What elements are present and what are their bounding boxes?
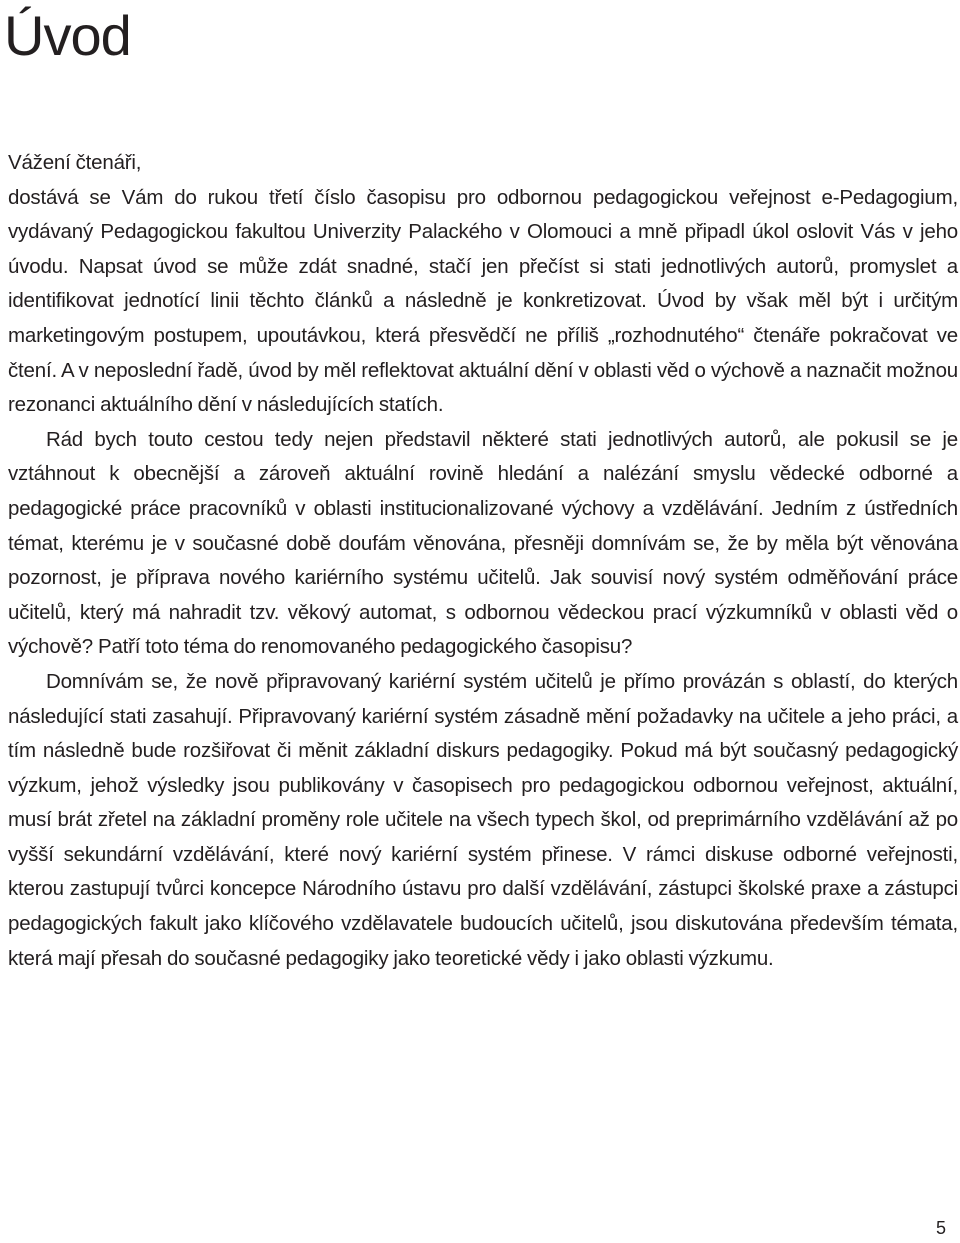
paragraph-intro: dostává se Vám do rukou třetí číslo časopisu pro odbornou pedagogickou veřejnost e-Pedagogium, vydávaný Pedagogickou fakultou Univerzity Palackého v Olomouci a mně připadl úkol oslovit Vás v jeho úvodu. Napsat úvod se může zdát snadné, stačí jen přečíst si stati jednotlivých autorů, promyslet a identifikovat jednotící linii těchto článků a následně je konkretizovat. Úvod by však měl být i určitým marketingovým postupem, upoutávkou, která přesvědčí ne příliš „rozhodnutého“ čtenáře pokračovat ve čtení. A v neposlední řadě, úvod by měl reflektovat aktuální dění v oblasti věd o výchově a naznačit možnou rezonanci aktuálního dění v následujících statích.	[8, 185, 958, 417]
paragraph-career-system: Rád bych touto cestou tedy nejen představil některé stati jednotlivých autorů, ale pokusil se je vztáhnout k obecnější a zároveň aktuální rovině hledání a nalézání smyslu vědecké odborné a pedagogické práce pracovníků v oblasti institucionalizované výchovy a vzdělávání. Jedním z ústředních témat, kterému je v současné době doufám věnována, přesněji domnívám se, že by měla být věnována pozornost, je příprava nového kariérního systému učitelů. Jak souvisí nový systém odměňování práce učitelů, který má nahradit tzv. věkový automat, s odbornou vědeckou prací výzkumníků v oblasti věd o výchově? Patří toto téma do renomovaného pedagogického časopisu?	[8, 427, 958, 659]
page-number: 5	[936, 1218, 947, 1238]
page-title: Úvod	[4, 4, 131, 67]
salutation: Vážení čtenáři,	[8, 151, 142, 174]
paragraph-research-context: Domnívám se, že nově připravovaný kariérní systém učitelů je přímo provázán s oblastí, do kterých následující stati zasahují. Připravovaný kariérní systém zásadně mění požadavky na učitele a jeho práci, a tím následně bude rozšiřovat či měnit základní diskurs pedagogiky. Pokud má být současný pedagogický výzkum, jehož výsledky jsou publikovány v časopisech pro pedagogickou odbornou veřejnost, aktuální, musí brát zřetel na základní proměny role učitele na všech typech škol, od preprimárního vzdělávání až po vyšší sekundární vzdělávání, které nový kariérní systém přinese. V rámci diskuse odborné veřejnosti, kterou zastupují tvůrci koncepce Národního ústavu pro další vzdělávání, zástupci školské praxe a zástupci pedagogických fakult jako klíčového vzdělavatele budoucích učitelů, jsou diskutována především témata, která mají přesah do současné pedagogiky jako teoretické vědy i jako oblasti výzkumu.	[8, 669, 958, 970]
article-body	[8, 146, 958, 976]
